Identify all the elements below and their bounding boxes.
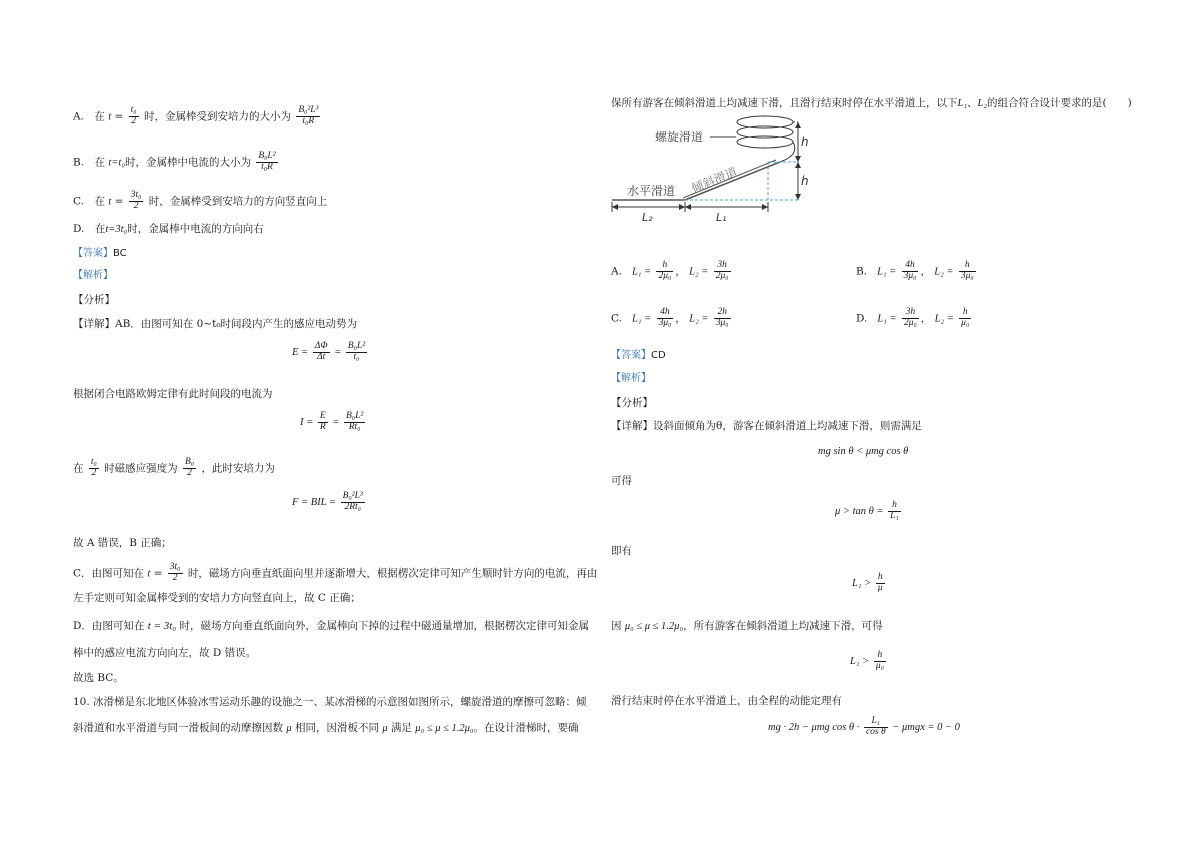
c-analysis-line1: C．由图可知在 t = $\frac{\text{3t₀}}{2}$ 时，磁场方向垂直纸面向里并逐渐增大，根据楞次定律可知产生顺时针方向的电流，再由 [73,562,598,583]
choice-b: B. L₁ = $\frac{4h}{\text{3μ₀}}$ ， L₂ = $\frac{h}{\text{3μ₀}}$ [856,260,974,281]
slide-figure [600,110,830,225]
ab-conclusion: 故 A 错误，B 正确； [73,537,172,549]
jiyou-text: 即有 [611,545,632,557]
fig-spiral-label: 螺旋滑道 [655,130,704,144]
fenxi-label: 【分析】 [73,294,115,306]
current-text: 根据闭合电路欧姆定律有此时间段的电流为 [73,388,273,400]
fenxi-label-right: 【分析】 [611,397,653,409]
option-b: B. 在 t=t₀时，金属棒中电流的大小为 $\frac{\text{B₀L²}}{\text{t₀R}}$ [73,151,276,172]
kede-text: 可得 [611,475,632,487]
fig-L2: L₂ [642,211,653,224]
energy-equation: mg · 2h − μmg cos θ · $\frac{\text{L₁}}{\text{cos θ}}$ − μmgx = 0 − 0 [768,716,960,737]
analysis-label-right: 【解析】 [611,373,651,384]
condition-equation: mg sin θ < μmg cos θ [818,446,909,457]
fig-incline-label: 倾斜滑道 [689,164,740,196]
question-10-line1: 10. 冰滑梯是东北地区体验冰雪运动乐趣的设施之一、某冰滑梯的示意图如图所示，螺旋滑道的摩擦可忽略：倾 [73,696,587,708]
fig-horizontal-label: 水平滑道 [627,184,676,198]
yin-text: 因 μ₀ ≤ μ ≤ 1.2μ₀，所有游客在倾斜滑道上均减速下滑，可得 [611,620,883,632]
detail-text-right: 【详解】设斜面倾角为θ，游客在倾斜滑道上均减速下滑，则需满足 [611,420,922,432]
option-c: C. 在 t = $\frac{\text{3t₀}}{2}$ 时，金属棒受到安培力的方向竖直向上 [73,190,328,211]
current-equation: I = $\frac{E}{R}$ = $\frac{\text{B₀L²}}{\text{Rt₀}}$ [300,411,364,432]
last-text: 滑行结束时停在水平滑道上，由全程的动能定理有 [611,695,842,707]
field-text: 在 $\frac{\text{t₀}}{2}$ 时磁感应强度为 $\frac{\text{B₀}}{2}$ ，此时安培力为 [73,457,275,478]
l1-mu-equation: L₁ > $\frac{h}{\mu}$ [852,572,883,593]
choice-a: A. L₁ = $\frac{h}{\text{2μ₀}}$ ， L₂ = $\frac{3h}{\text{2μ₀}}$ [611,260,729,281]
question-10-continued: 保所有游客在倾斜滑道上均减速下滑，且滑行结束时停在水平滑道上，以下L₁、L₂的组合符合设计要求的是( ) [611,97,1132,109]
tan-equation: μ > tan θ = $\frac{h}{\text{L₁}}$ [835,500,899,521]
fig-L1: L₁ [716,211,727,224]
l1-mu0-equation: L₁ > $\frac{h}{\text{μ₀}}$ [850,650,884,671]
detail-text: 【详解】AB．由图可知在 0~t₀时间段内产生的感应电动势为 [73,318,358,330]
fig-h-lower: h [801,174,809,188]
option-d: D. 在t=3t₀时，金属棒中电流的方向向右 [73,223,264,235]
fig-h-upper: h [801,135,809,149]
option-a: A. 在 t = $\frac{\text{t₀}}{2}$ 时，金属棒受到安培力的大小为 $\frac{\text{B₀²L³}}{\text{t₀R}}$ [73,105,319,126]
answer-line-right: 【答案】CD [611,350,666,361]
answer-line: 【答案】BC [73,248,127,259]
choose-line: 故选 BC。 [73,672,124,684]
analysis-label: 【解析】 [73,270,113,281]
d-analysis-line2: 棒中的感应电流方向向左，故 D 错误。 [73,647,257,659]
d-analysis-line1: D．由图可知在 t = 3t₀ 时，磁场方向垂直纸面向外，金属棒向下掉的过程中磁通量增加，根据楞次定律可知金属 [73,620,589,632]
question-10-line2: 斜滑道和水平滑道与同一滑板间的动摩擦因数 μ 相同，因滑板不同 μ 满足 μ₀ ≤ μ ≤ 1.2μ₀。在设计滑梯时，要确 [73,722,579,734]
c-analysis-line2: 左手定则可知金属棒受到的安培力方向竖直向上，故 C 正确； [73,592,361,604]
choice-c: C. L₁ = $\frac{4h}{\text{3μ₀}}$ ， L₂ = $\frac{2h}{\text{3μ₀}}$ [611,307,729,328]
force-equation: F = BIL = $\frac{\text{B₀²L³}}{\text{2Rt₀}}$ [292,491,363,512]
choice-d: D. L₁ = $\frac{3h}{\text{2μ₀}}$ ， L₂ = $\frac{h}{\text{μ₀}}$ [856,307,970,328]
emf-equation: E = $\frac{\Delta\Phi}{\Delta t}$ = $\frac{\text{B₀L²}}{\text{t₀}}$ [292,341,366,362]
